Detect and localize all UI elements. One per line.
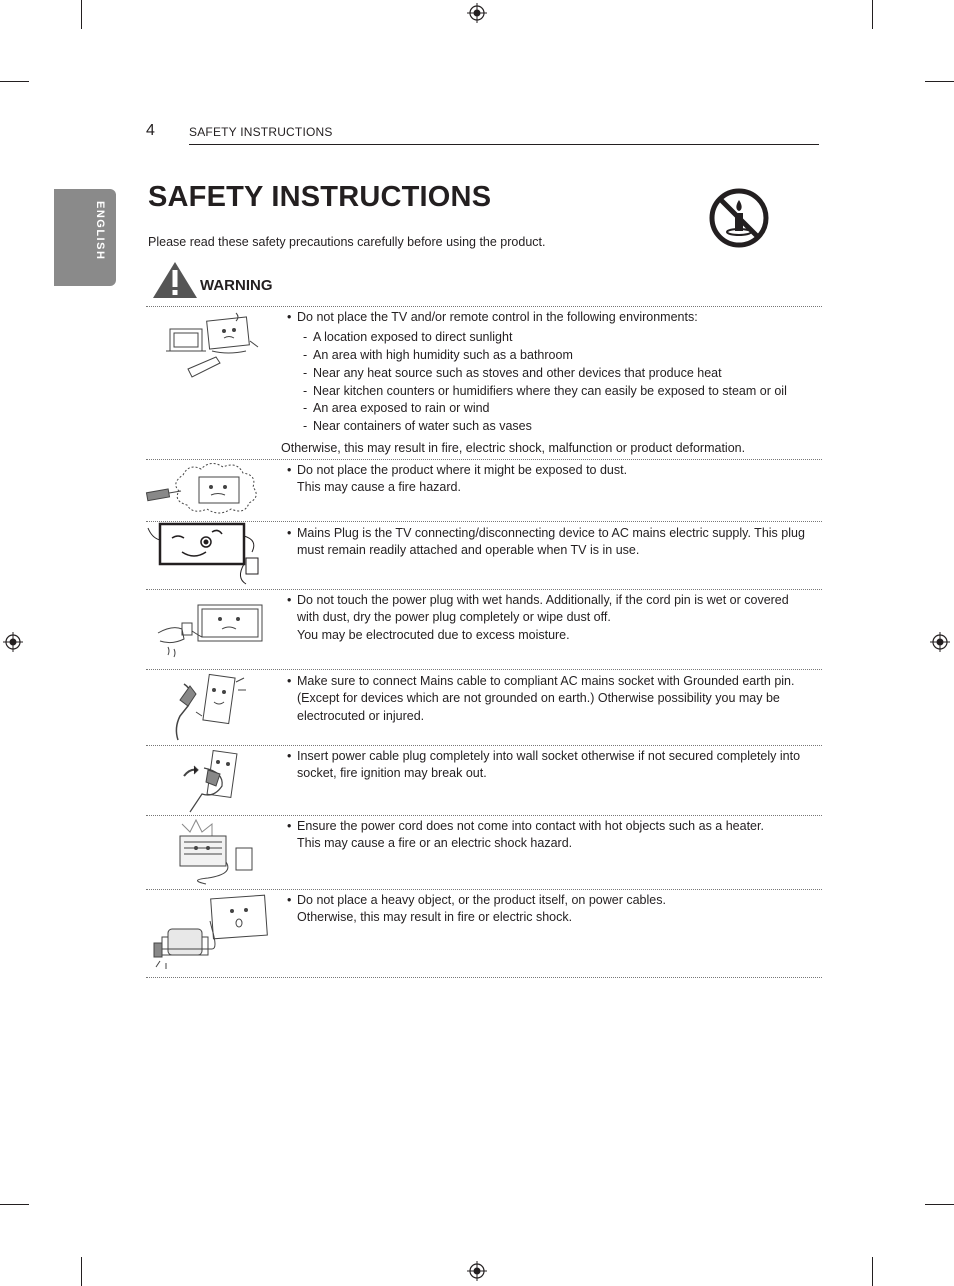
warning-item bbox=[287, 748, 817, 783]
item-note: Otherwise, this may result in fire, electric shock, malfunction or product deformation. bbox=[281, 441, 746, 455]
item-text: • Do not place the TV and/or remote control in the following environments: bbox=[287, 309, 817, 326]
sub-item: - An area exposed to rain or wind bbox=[287, 400, 817, 418]
crop-mark bbox=[872, 0, 873, 29]
registration-mark-icon bbox=[3, 632, 23, 652]
illustration-heater bbox=[168, 818, 258, 886]
crop-mark bbox=[872, 1257, 873, 1286]
running-head: SAFETY INSTRUCTIONS bbox=[189, 125, 333, 139]
language-tab bbox=[54, 189, 116, 286]
item-text: This may cause a fire or an electric shock hazard. bbox=[297, 836, 573, 851]
item-text: socket, fire ignition may break out. bbox=[297, 766, 487, 781]
crop-mark bbox=[0, 1204, 29, 1205]
header-rule bbox=[189, 144, 819, 145]
crop-mark bbox=[81, 0, 82, 29]
no-open-flame-icon bbox=[708, 187, 770, 249]
row-divider bbox=[146, 589, 822, 590]
intro-text: Please read these safety precautions carefully before using the product. bbox=[148, 235, 546, 249]
sub-item: - Near kitchen counters or humidifiers where they can easily be exposed to steam or oil bbox=[287, 383, 817, 401]
item-text: • Ensure the power cord does not come into contact with hot objects such as a heater. bbox=[287, 818, 817, 835]
illustration-heavy-object bbox=[152, 893, 270, 973]
language-tab-label: ENGLISH bbox=[94, 201, 106, 261]
sub-item: - Near any heat source such as stoves and other devices that produce heat bbox=[287, 365, 817, 383]
sub-item: - A location exposed to direct sunlight bbox=[287, 329, 817, 347]
warning-label: WARNING bbox=[200, 277, 273, 294]
row-divider bbox=[146, 306, 822, 307]
item-text: • Mains Plug is the TV connecting/disconnecting device to AC mains electric supply. This plug bbox=[287, 525, 817, 542]
row-divider bbox=[146, 815, 822, 816]
registration-mark-icon bbox=[467, 3, 487, 23]
illustration-dust bbox=[145, 461, 275, 517]
warning-item bbox=[287, 592, 817, 644]
row-divider bbox=[146, 745, 822, 746]
item-text: (Except for devices which are not grounded on earth.) Otherwise possibility you may be bbox=[297, 691, 780, 706]
item-text: • Do not touch the power plug with wet hands. Additionally, if the cord pin is wet or covered bbox=[287, 592, 817, 609]
illustration-wet-hands bbox=[154, 595, 268, 659]
item-text: This may cause a fire hazard. bbox=[297, 480, 461, 495]
item-text: electrocuted or injured. bbox=[297, 708, 425, 723]
page-title: SAFETY INSTRUCTIONS bbox=[148, 181, 492, 213]
registration-mark-icon bbox=[467, 1261, 487, 1281]
sub-item: - An area with high humidity such as a bathroom bbox=[287, 347, 817, 365]
item-text: • Make sure to connect Mains cable to compliant AC mains socket with Grounded earth pin. bbox=[287, 673, 817, 690]
registration-mark-icon bbox=[930, 632, 950, 652]
row-divider bbox=[146, 459, 822, 460]
illustration-environment bbox=[166, 311, 262, 381]
warning-item bbox=[287, 309, 817, 436]
illustration-grounded-socket bbox=[166, 672, 250, 742]
item-text: Otherwise, this may result in fire or electric shock. bbox=[297, 910, 573, 925]
illustration-insert-plug bbox=[180, 750, 242, 816]
item-text: • Do not place the product where it might be exposed to dust. bbox=[287, 462, 817, 479]
item-text: You may be electrocuted due to excess moisture. bbox=[297, 627, 570, 642]
sub-item: - Near containers of water such as vases bbox=[287, 418, 817, 436]
row-divider bbox=[146, 669, 822, 670]
item-text: • Do not place a heavy object, or the product itself, on power cables. bbox=[287, 892, 817, 909]
crop-mark bbox=[0, 81, 29, 82]
page-number: 4 bbox=[146, 122, 155, 139]
illustration-mains-plug bbox=[146, 522, 268, 588]
crop-mark bbox=[925, 81, 954, 82]
crop-mark bbox=[81, 1257, 82, 1286]
warning-item bbox=[287, 818, 817, 853]
row-divider bbox=[146, 889, 822, 890]
item-text: • Insert power cable plug completely into wall socket otherwise if not secured completely into bbox=[287, 748, 817, 765]
sub-list bbox=[287, 329, 817, 436]
item-text: with dust, dry the power plug completely or wipe dust off. bbox=[297, 610, 611, 625]
item-text: must remain readily attached and operable when TV is in use. bbox=[297, 543, 640, 558]
warning-item bbox=[287, 462, 817, 497]
row-divider bbox=[146, 977, 822, 978]
warning-item bbox=[287, 673, 817, 725]
warning-item bbox=[287, 525, 817, 560]
warning-triangle-icon bbox=[152, 261, 198, 299]
warning-item bbox=[287, 892, 817, 927]
crop-mark bbox=[925, 1204, 954, 1205]
